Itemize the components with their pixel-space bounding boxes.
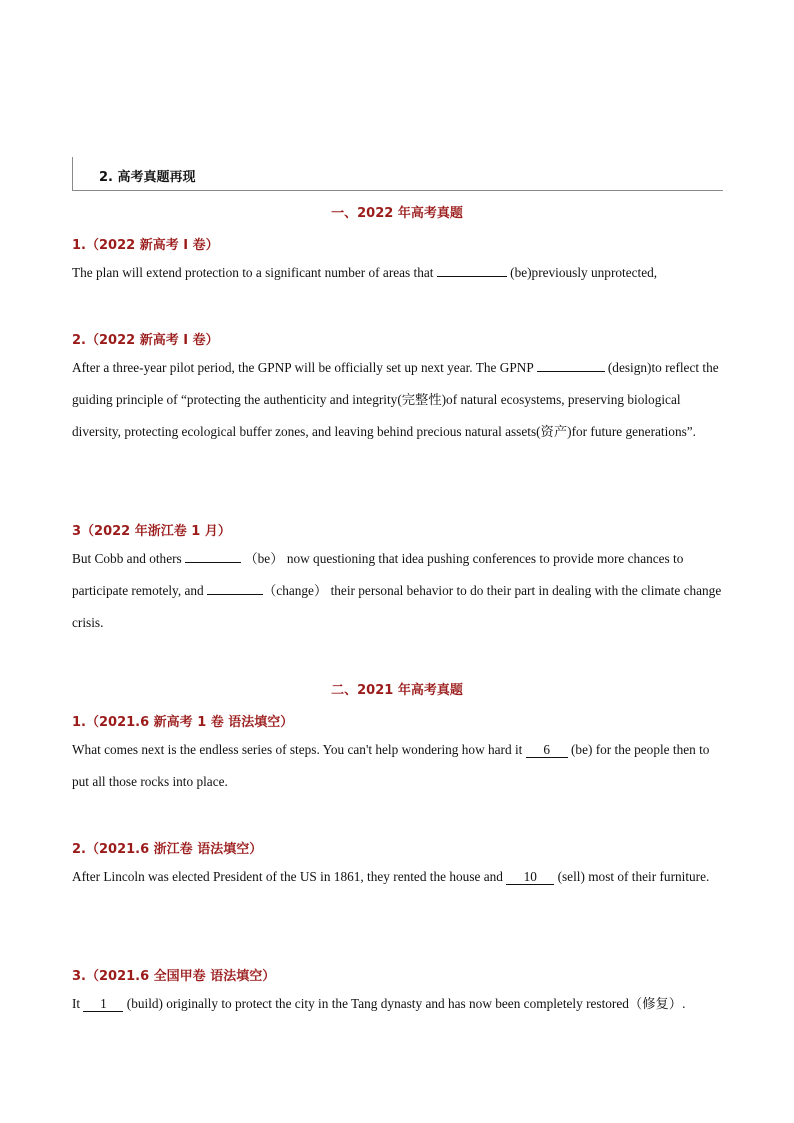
question-text (72, 543, 724, 639)
question-label: 1.（2022 新高考 I 卷） (72, 238, 219, 253)
answer-blank (207, 579, 263, 595)
question-text-segment: (be) for the people then to put all those rocks into place. (72, 742, 710, 789)
question-text-segment: （be） now questioning that idea pushing conferences to provide more chances to participate remotely, and (72, 551, 684, 598)
question-label: 3.（2021.6 全国甲卷 语法填空） (72, 969, 276, 984)
question-label: 2.（2021.6 浙江卷 语法填空） (72, 842, 263, 857)
answer-blank (537, 356, 605, 372)
question-text (72, 257, 724, 289)
section-header-bar (72, 157, 723, 191)
question-text-segment: (be)previously unprotected, (506, 265, 658, 280)
question-text-segment: After Lincoln was elected President of the US in 1861, they rented the house and (72, 869, 507, 884)
question-text-segment: （change） their personal behavior to do their part in dealing with the climate change crisis. (72, 583, 722, 630)
section-title: 2. 高考真题再现 (99, 170, 196, 185)
question-label: 2.（2022 新高考 I 卷） (72, 333, 219, 348)
question-text-segment: What comes next is the endless series of steps. You can't help wondering how hard it (72, 742, 526, 757)
question-text-segment: (build) originally to protect the city in the Tang dynasty and has now been completely restored（修复）. (123, 996, 686, 1011)
question-label: 1.（2021.6 新高考 1 卷 语法填空） (72, 715, 294, 730)
question-text-segment: (sell) most of their furniture. (554, 869, 710, 884)
year-heading-2022: 一、2022 年高考真题 (331, 206, 463, 221)
question-text-segment: But Cobb and others (72, 551, 186, 566)
question-text-segment: After a three-year pilot period, the GPNP will be officially set up next year. The GPNP (72, 360, 537, 375)
answer-blank: 1 (83, 996, 123, 1012)
answer-blank: 10 (506, 869, 554, 885)
question-text (72, 352, 724, 448)
question-label: 3（2022 年浙江卷 1 月） (72, 524, 231, 539)
question-text (72, 988, 724, 1020)
question-text-segment: It (72, 996, 84, 1011)
question-text-segment: The plan will extend protection to a significant number of areas that (72, 265, 437, 280)
answer-blank: 6 (526, 742, 568, 758)
question-text-segment: (design)to reflect the guiding principle of “protecting the authenticity and integrity(完整性)of natural ecosystems, preserving biological diversity, protecting ecological buffer zones, and leaving behind precious natural assets(资产)for future generations”. (72, 360, 719, 439)
answer-blank (437, 261, 507, 277)
year-heading-2021: 二、2021 年高考真题 (331, 683, 463, 698)
question-text (72, 861, 724, 893)
answer-blank (185, 547, 241, 563)
question-text (72, 734, 724, 798)
